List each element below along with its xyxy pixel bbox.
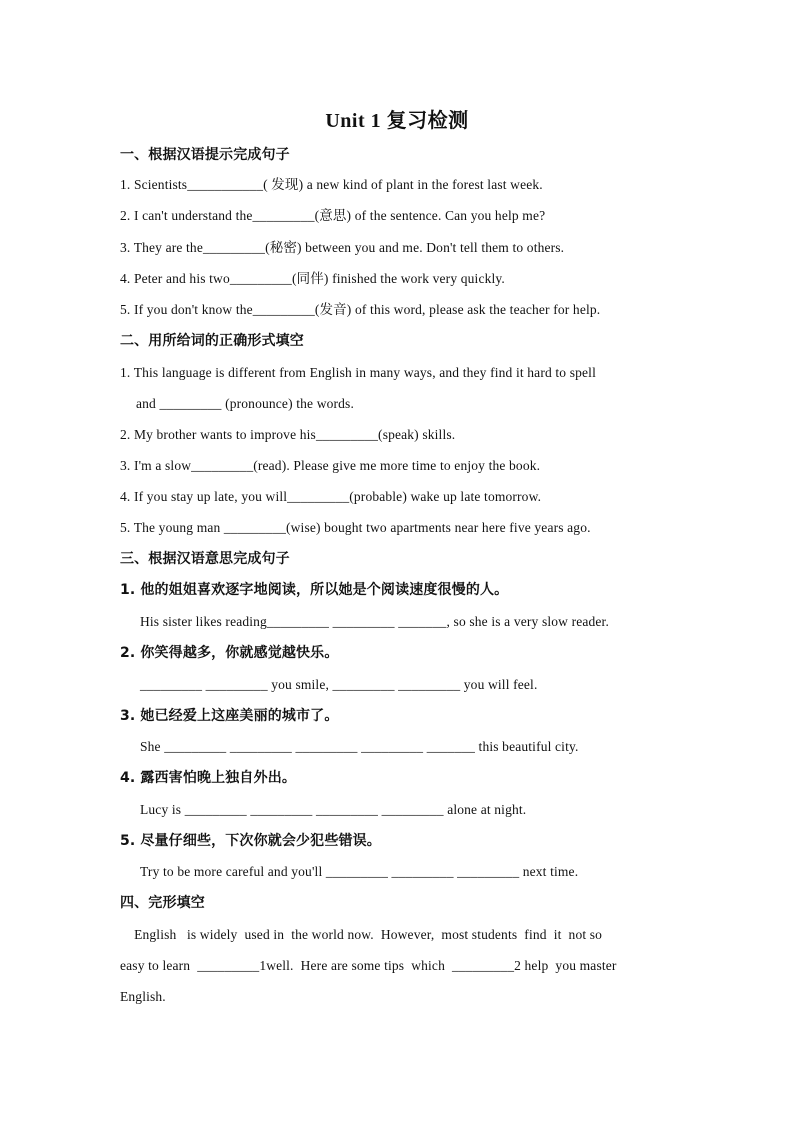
question-3-5-prompt: 5. 尽量仔细些，下次你就会少犯些错误。 bbox=[120, 833, 381, 849]
question-3-4-prompt: 4. 露西害怕晚上独自外出。 bbox=[120, 770, 297, 786]
question-1-2: 2. I can't understand the_________(意思) of the sentence. Can you help me? bbox=[120, 208, 546, 223]
question-3-3-answer: She _________ _________ _________ _________ _______ this beautiful city. bbox=[140, 739, 579, 754]
section-heading-1: 一、根据汉语提示完成句子 bbox=[120, 147, 290, 163]
section-heading-2: 二、用所给词的正确形式填空 bbox=[120, 333, 304, 349]
cloze-line-1: English is widely used in the world now. However, most students find it not so bbox=[120, 927, 603, 942]
question-3-5-answer: Try to be more careful and you'll _________ _________ _________ next time. bbox=[140, 864, 579, 879]
question-2-2: 2. My brother wants to improve his_________(speak) skills. bbox=[120, 427, 456, 442]
question-2-5: 5. The young man _________(wise) bought two apartments near here five years ago. bbox=[120, 520, 591, 535]
question-1-5: 5. If you don't know the_________(发音) of this word, please ask the teacher for help. bbox=[120, 302, 601, 317]
page-title: Unit 1 复习检测 bbox=[325, 110, 469, 132]
question-3-4-answer: Lucy is _________ _________ _________ _________ alone at night. bbox=[140, 802, 527, 817]
question-2-3: 3. I'm a slow_________(read). Please give me more time to enjoy the book. bbox=[120, 458, 541, 473]
question-2-1-cont: and _________ (pronounce) the words. bbox=[136, 396, 354, 411]
question-3-2-prompt: 2. 你笑得越多，你就感觉越快乐。 bbox=[120, 645, 339, 661]
question-3-2-answer: _________ _________ you smile, _________ _________ you will feel. bbox=[140, 677, 538, 692]
question-1-3: 3. They are the_________(秘密) between you and me. Don't tell them to others. bbox=[120, 240, 565, 255]
question-3-1-answer: His sister likes reading_________ _________ _______, so she is a very slow reader. bbox=[140, 614, 609, 629]
question-3-3-prompt: 3. 她已经爱上这座美丽的城市了。 bbox=[120, 708, 339, 724]
question-2-4: 4. If you stay up late, you will_________(probable) wake up late tomorrow. bbox=[120, 489, 542, 504]
cloze-line-3: English. bbox=[120, 989, 166, 1004]
question-3-1-prompt: 1. 他的姐姐喜欢逐字地阅读，所以她是个阅读速度很慢的人。 bbox=[120, 582, 509, 598]
cloze-line-2: easy to learn _________1well. Here are some tips which _________2 help you master bbox=[120, 958, 617, 973]
section-heading-3: 三、根据汉语意思完成句子 bbox=[120, 551, 290, 567]
question-1-4: 4. Peter and his two_________(同伴) finished the work very quickly. bbox=[120, 271, 505, 286]
question-2-1: 1. This language is different from English in many ways, and they find it hard to spell bbox=[120, 365, 596, 380]
question-1-1: 1. Scientists___________( 发现) a new kind of plant in the forest last week. bbox=[120, 177, 543, 192]
section-heading-4: 四、完形填空 bbox=[120, 895, 205, 911]
